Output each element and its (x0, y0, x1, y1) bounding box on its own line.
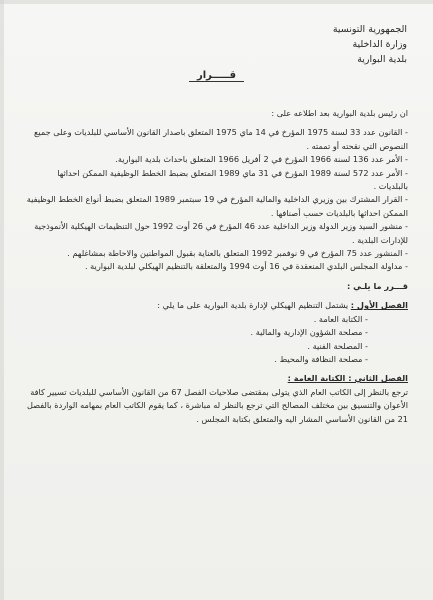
legal-reference: - القانون عدد 33 لسنة 1975 المؤرخ في 14 ماي 1975 المتعلق باصدار القانون الأساسي للبلديات وعلى جميع النصوص التي نقحته أو تممته . (34, 127, 408, 151)
letterhead (333, 22, 407, 67)
letterhead-country: الجمهورية التونسية (332, 24, 407, 35)
list-item: - الكتابة العامة . (313, 313, 368, 324)
article-1 (26, 299, 408, 312)
scan-edge (0, 0, 433, 4)
legal-reference: - مداولة المجلس البلدي المنعقدة في 16 أوت 1994 والمتعلقة بالتنظيم الهيكلي لبلدية البوارية . (84, 261, 408, 272)
list-item: - مصلحة النظافة والمحيط . (274, 353, 368, 364)
letterhead-ministry: وزارة الداخلية (352, 39, 407, 50)
article-1-text: يشتمل التنظيم الهيكلي لإدارة بلدية البوارية على ما يلي : (157, 300, 351, 311)
article-1-heading: الفصل الأول : (350, 300, 408, 311)
list-item: - المصلحة الفنية . (307, 340, 368, 351)
letterhead-municipality: بلدية البوارية (357, 54, 407, 65)
legal-reference: - المنشور عدد 75 المؤرخ في 9 نوفمبر 1992 المتعلق بالعناية بقبول المواطنين والاحاطة بمشاغلهم . (67, 248, 408, 259)
decision-heading: قـــرر ما يلـي : (346, 280, 408, 291)
list-item: - مصلحة الشؤون الإدارية والمالية . (250, 327, 368, 338)
legal-reference: - الأمر عدد 136 لسنة 1966 المؤرخ في 2 أفريل 1966 المتعلق باحداث بلدية البوارية. (115, 154, 408, 165)
title-text: قـــــرار (189, 70, 244, 82)
intro-line: ان رئيس بلدية البوارية بعد اطلاعه على : (271, 108, 408, 118)
article-2-heading: الفصل الثاني : الكتابة العامة : (287, 373, 408, 384)
scan-edge (0, 0, 4, 600)
document-body (26, 107, 408, 426)
legal-reference: - منشور السيد وزير الدولة وزير الداخلية عدد 46 المؤرخ في 26 أوت 1992 حول التنظيمات الهيكلية الأنموذجية للإدارات البلدية . (34, 221, 408, 245)
legal-reference: - الأمر عدد 572 لسنة 1989 المؤرخ في 31 ماي 1989 المتعلق بضبط الخطط الوظيفية الممكن احداثها بالبلديات . (57, 167, 408, 192)
legal-reference: - القرار المشترك بين وزيري الداخلية والمالية المؤرخ في 19 سبتمبر 1989 المتعلق بضبط أنواع الخطط الوظيفية الممكن احداثها بالبلديات حسب أصنافها . (26, 194, 408, 218)
document-title (0, 70, 433, 81)
article-2-text: ترجع بالنظر إلى الكاتب العام الذي يتولى بمقتضى صلاحيات الفصل 67 من القانون الأساسي للبلديات تسيير كافة الأعوان والتنسيق بين مختلف المصالح التي ترجع بالنظر له مباشرة ، كما يقوم الكاتب العام بمهامه الواردة بالفصل 21 من القانون الأساسي المشار اليه والمتعلق بكتابة المجلس . (26, 386, 408, 424)
